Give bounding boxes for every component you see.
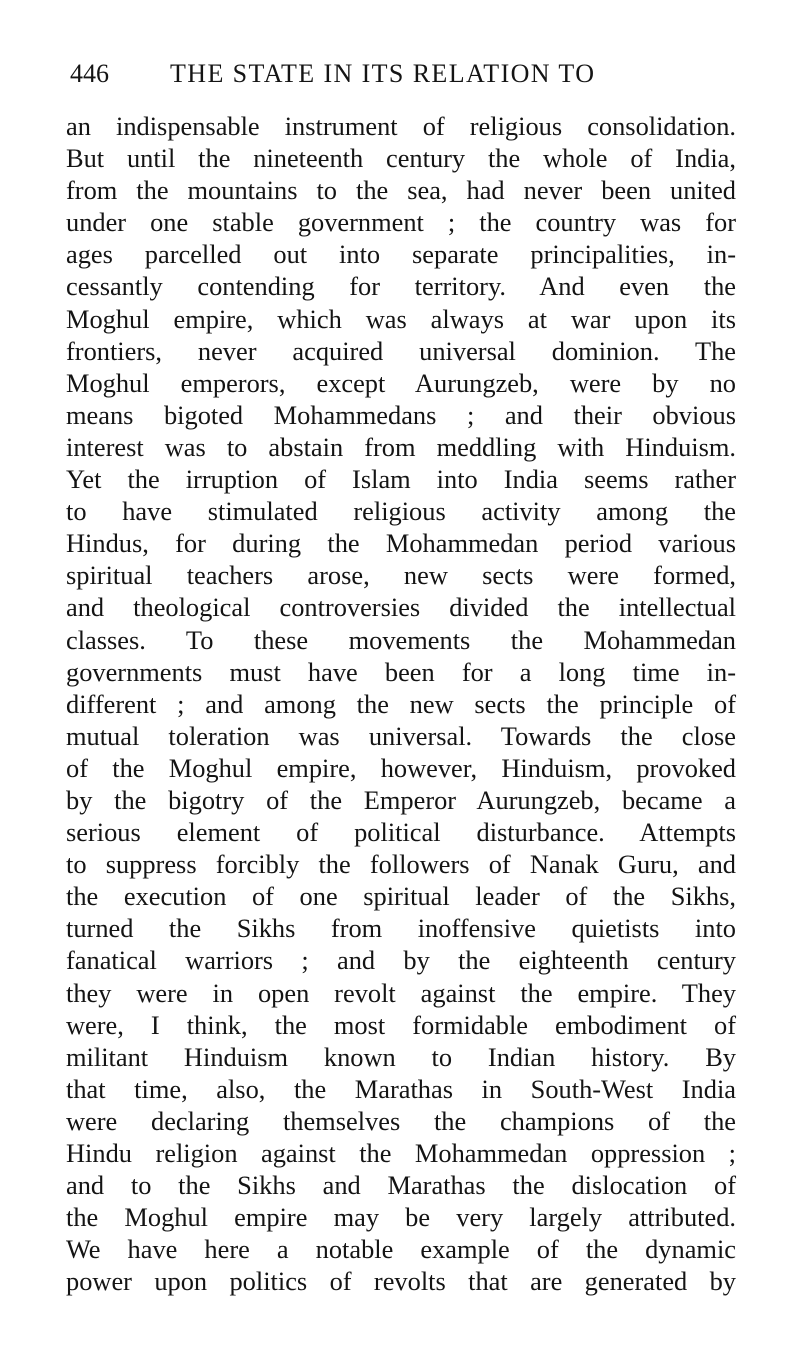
text-line: different ; and among the new sects the principle of xyxy=(66,688,736,719)
text-line: under one stable government ; the country was for xyxy=(66,207,736,238)
text-line: Moghul emperors, except Aurungzeb, were by no xyxy=(66,367,736,398)
text-line: Hindu religion against the Mohammedan oppression ; xyxy=(66,1138,736,1168)
text-line: the Moghul empire may be very largely attributed. xyxy=(66,1202,736,1233)
running-header xyxy=(70,56,740,92)
text-line: spiritual teachers arose, new sects were formed, xyxy=(66,560,736,591)
text-line: Hindus, for during the Mohammedan period various xyxy=(66,528,736,559)
text-line: that time, also, the Marathas in South-West India xyxy=(66,1073,736,1104)
text-line: turned the Sikhs from inoffensive quietists into xyxy=(66,913,736,944)
text-line: the execution of one spiritual leader of the Sikhs, xyxy=(66,881,736,912)
text-line: cessantly contending for territory. And even the xyxy=(66,271,736,302)
text-line: they were in open revolt against the empire. They xyxy=(66,977,736,1008)
body-text xyxy=(66,110,736,1297)
text-line: to have stimulated religious activity among the xyxy=(66,496,736,527)
text-line: governments must have been for a long time in- xyxy=(66,656,736,687)
text-line: Yet the irruption of Islam into India seems rather xyxy=(66,464,736,495)
running-title: THE STATE IN ITS RELATION TO xyxy=(170,59,596,88)
text-line: ages parcelled out into separate principalities, in- xyxy=(66,239,736,270)
text-line: by the bigotry of the Emperor Aurungzeb, became a xyxy=(66,784,736,815)
text-line: militant Hinduism known to Indian history. By xyxy=(66,1041,736,1072)
text-line: frontiers, never acquired universal dominion. The xyxy=(66,335,736,366)
text-line: But until the nineteenth century the whole of India, xyxy=(66,143,736,174)
text-line: of the Moghul empire, however, Hinduism, provoked xyxy=(66,752,736,783)
text-line: and to the Sikhs and Marathas the dislocation of xyxy=(66,1170,736,1201)
text-line: to suppress forcibly the followers of Nanak Guru, and xyxy=(66,849,736,880)
text-line: from the mountains to the sea, had never been united xyxy=(66,175,736,206)
text-line: mutual toleration was universal. Towards the close xyxy=(66,720,736,751)
text-line: means bigoted Mohammedans ; and their obvious xyxy=(66,399,736,430)
text-line: were declaring themselves the champions of the xyxy=(66,1105,736,1136)
text-line: were, I think, the most formidable embodiment of xyxy=(66,1009,736,1040)
text-line: serious element of political disturbance. Attempts xyxy=(66,817,736,848)
page-number: 446 xyxy=(70,59,109,88)
text-line: classes. To these movements the Mohammedan xyxy=(66,624,736,655)
text-line: interest was to abstain from meddling with Hinduism. xyxy=(66,431,736,462)
text-line: fanatical warriors ; and by the eighteenth century xyxy=(66,945,736,976)
text-line: an indispensable instrument of religious consolidation. xyxy=(66,111,736,141)
text-line: power upon politics of revolts that are generated by xyxy=(66,1266,736,1297)
text-line: We have here a notable example of the dynamic xyxy=(66,1234,736,1265)
text-line: and theological controversies divided the intellectual xyxy=(66,592,736,623)
text-line: Moghul empire, which was always at war upon its xyxy=(66,303,736,334)
